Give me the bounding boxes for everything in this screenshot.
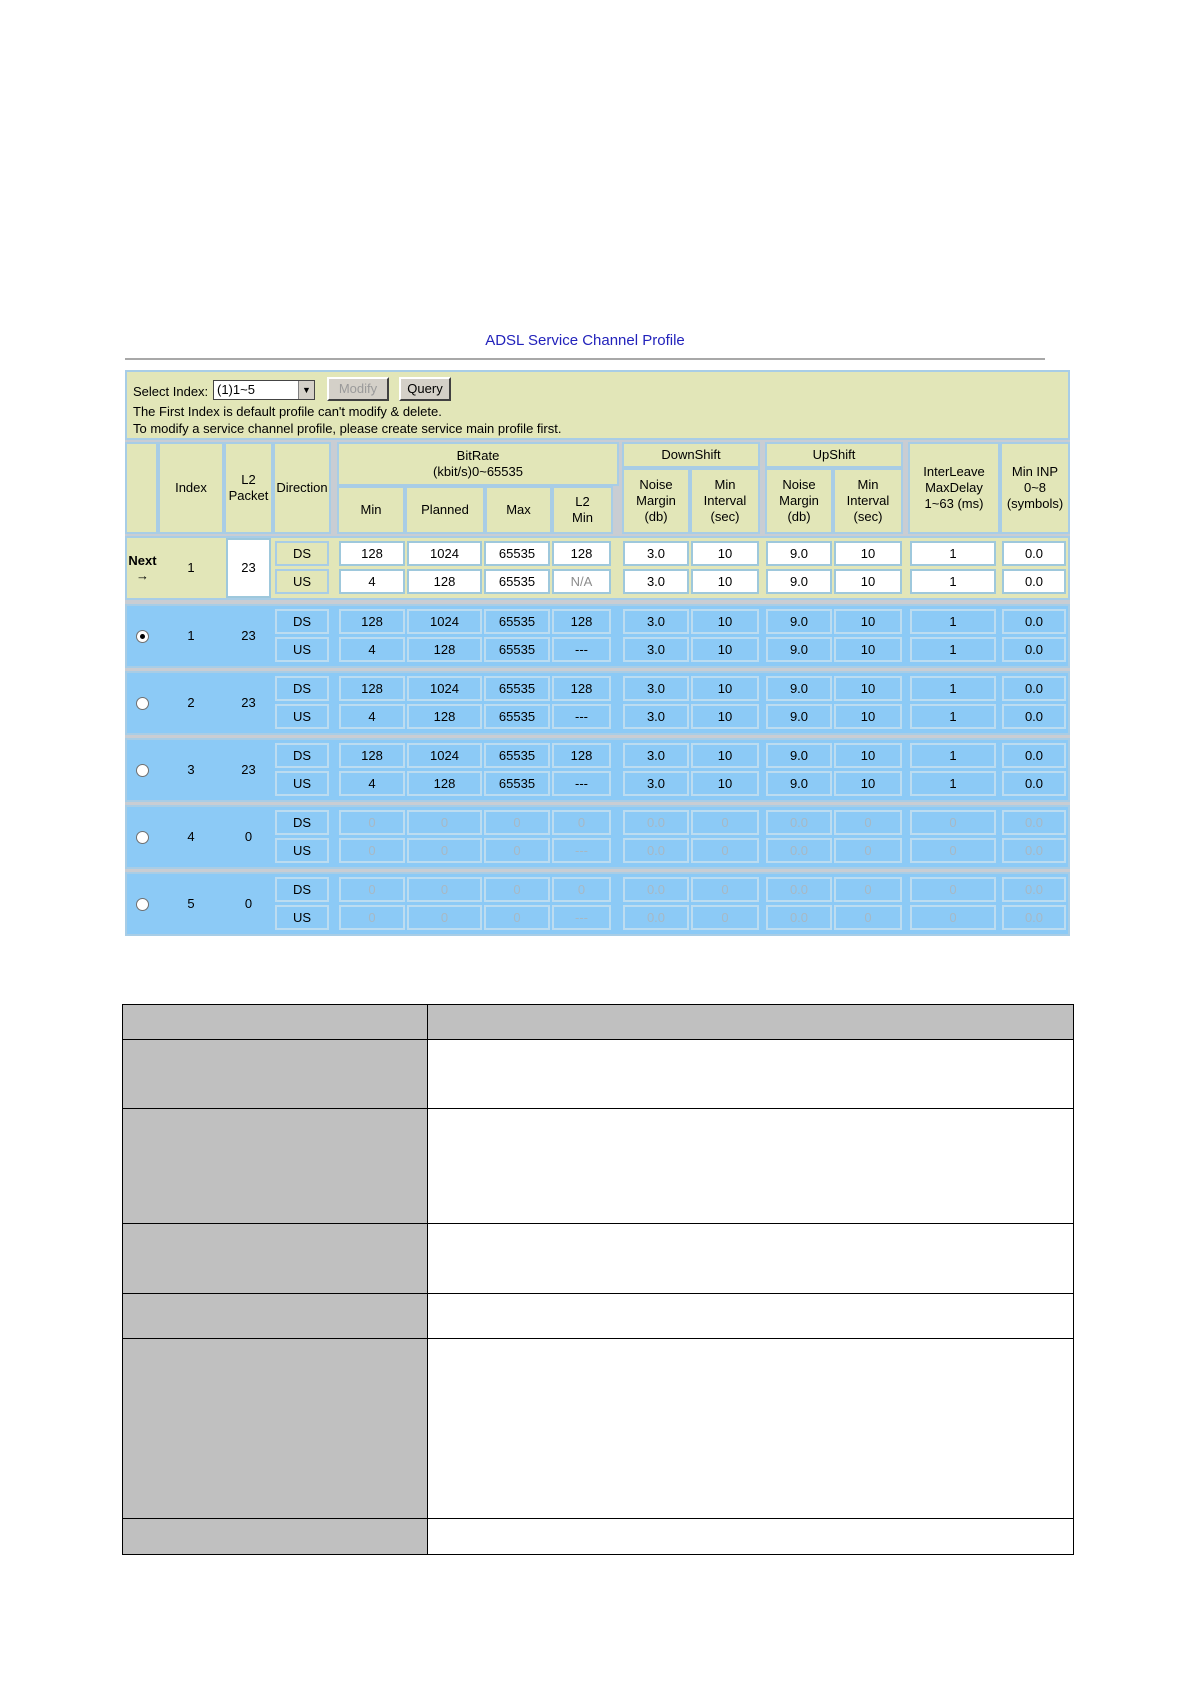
next-row-us-min[interactable]: 4 [339, 569, 405, 594]
next-row-ds-downshift-noise-margin[interactable]: 3.0 [623, 541, 689, 566]
row-select-cell[interactable] [127, 740, 158, 800]
row-us-min-inp: 0.0 [1002, 771, 1066, 796]
row-l2-packet: 23 [226, 740, 271, 800]
row-ds-max: 65535 [484, 743, 550, 768]
modify-button[interactable]: Modify [327, 377, 389, 401]
row-ds-min: 128 [339, 743, 405, 768]
row-ds-upshift-noise-margin: 9.0 [766, 609, 832, 634]
row-ds-downshift-noise-margin: 0.0 [623, 810, 689, 835]
row-us-upshift-noise-margin: 9.0 [766, 637, 832, 662]
row-select-radio[interactable] [136, 697, 149, 710]
next-row-ds-max[interactable]: 65535 [484, 541, 550, 566]
description-row-label [122, 1223, 428, 1294]
next-row-ds-upshift-min-interval[interactable]: 10 [834, 541, 902, 566]
next-row-ds-direction: DS [275, 541, 329, 566]
row-l2-packet: 0 [226, 807, 271, 867]
row-us-upshift-min-interval: 0 [834, 838, 902, 863]
next-row-ds-l2-min[interactable]: 128 [552, 541, 611, 566]
row-us-l2-min: --- [552, 637, 611, 662]
row-us-interleave-delay: 0 [910, 838, 996, 863]
row-ds-downshift-noise-margin: 0.0 [623, 877, 689, 902]
row-ds-planned: 0 [407, 810, 482, 835]
row-us-min: 4 [339, 637, 405, 662]
row-l2-packet: 0 [226, 874, 271, 934]
next-row-us-interleave-delay[interactable]: 1 [910, 569, 996, 594]
row-ds-max: 65535 [484, 609, 550, 634]
row-ds-min: 0 [339, 810, 405, 835]
row-us-min-inp: 0.0 [1002, 838, 1066, 863]
create-profile-note: To modify a service channel profile, please create service main profile first. [133, 421, 562, 436]
row-ds-planned: 1024 [407, 676, 482, 701]
next-row-ds-min-inp[interactable]: 0.0 [1002, 541, 1066, 566]
row-select-cell[interactable] [127, 606, 158, 666]
row-us-downshift-min-interval: 0 [691, 838, 759, 863]
row-select-cell[interactable] [127, 673, 158, 733]
next-row-ds-interleave-delay[interactable]: 1 [910, 541, 996, 566]
row-ds-upshift-min-interval: 10 [834, 676, 902, 701]
header-interleave: InterLeave MaxDelay 1~63 (ms) [908, 442, 1000, 534]
row-us-upshift-noise-margin: 0.0 [766, 838, 832, 863]
row-index: 3 [160, 740, 222, 800]
row-ds-interleave-delay: 1 [910, 676, 996, 701]
header-bitrate-planned: Planned [405, 486, 485, 534]
next-row-ds-downshift-min-interval[interactable]: 10 [691, 541, 759, 566]
row-us-l2-min: --- [552, 838, 611, 863]
header-select [125, 442, 158, 534]
row-l2-packet: 23 [226, 606, 271, 666]
row-us-planned: 128 [407, 704, 482, 729]
next-row-us-downshift-min-interval[interactable]: 10 [691, 569, 759, 594]
row-ds-upshift-noise-margin: 9.0 [766, 743, 832, 768]
row-ds-upshift-min-interval: 0 [834, 877, 902, 902]
row-us-downshift-min-interval: 0 [691, 905, 759, 930]
description-row-text [427, 1338, 1074, 1519]
row-ds-downshift-min-interval: 0 [691, 877, 759, 902]
row-us-downshift-noise-margin: 3.0 [623, 771, 689, 796]
row-ds-min-inp: 0.0 [1002, 810, 1066, 835]
row-us-l2-min: --- [552, 704, 611, 729]
row-ds-direction: DS [275, 609, 329, 634]
row-us-downshift-min-interval: 10 [691, 637, 759, 662]
row-ds-upshift-noise-margin: 9.0 [766, 676, 832, 701]
row-ds-max: 65535 [484, 676, 550, 701]
row-ds-min-inp: 0.0 [1002, 676, 1066, 701]
description-row-label [122, 1039, 428, 1109]
header-l2-packet: L2 Packet [224, 442, 273, 534]
description-row-label [122, 1518, 428, 1555]
next-row-us-upshift-min-interval[interactable]: 10 [834, 569, 902, 594]
row-us-downshift-noise-margin: 0.0 [623, 838, 689, 863]
header-direction: Direction [273, 442, 331, 534]
row-us-upshift-noise-margin: 0.0 [766, 905, 832, 930]
description-header-right [427, 1004, 1074, 1040]
select-index-dropdown[interactable] [213, 380, 315, 400]
row-ds-direction: DS [275, 676, 329, 701]
row-us-l2-min: --- [552, 771, 611, 796]
row-us-interleave-delay: 1 [910, 637, 996, 662]
row-us-min: 4 [339, 704, 405, 729]
description-row-text [427, 1293, 1074, 1339]
header-min-inp: Min INP 0~8 (symbols) [1000, 442, 1070, 534]
next-row-l2-packet-input[interactable]: 23 [226, 538, 271, 598]
row-ds-planned: 0 [407, 877, 482, 902]
description-row-label [122, 1293, 428, 1339]
row-ds-min-inp: 0.0 [1002, 743, 1066, 768]
row-select-cell[interactable] [127, 807, 158, 867]
row-us-direction: US [275, 905, 329, 930]
row-us-direction: US [275, 838, 329, 863]
row-index: 2 [160, 673, 222, 733]
row-us-planned: 0 [407, 905, 482, 930]
next-row-ds-planned[interactable]: 1024 [407, 541, 482, 566]
row-us-direction: US [275, 704, 329, 729]
row-ds-planned: 1024 [407, 609, 482, 634]
row-ds-min-inp: 0.0 [1002, 877, 1066, 902]
next-row-index: 1 [160, 538, 222, 598]
select-index-label: Select Index: [133, 384, 209, 399]
row-ds-direction: DS [275, 810, 329, 835]
header-bitrate: BitRate (kbit/s)0~65535 [337, 442, 619, 486]
select-index-value: (1)1~5 [217, 382, 255, 397]
row-ds-downshift-min-interval: 0 [691, 810, 759, 835]
next-row-ds-upshift-noise-margin[interactable]: 9.0 [766, 541, 832, 566]
next-label: Next [128, 553, 157, 568]
query-button[interactable]: Query [399, 377, 451, 401]
row-ds-min: 0 [339, 877, 405, 902]
row-us-planned: 128 [407, 771, 482, 796]
next-row-us-direction: US [275, 569, 329, 594]
next-row-us-max[interactable]: 65535 [484, 569, 550, 594]
row-us-upshift-noise-margin: 9.0 [766, 771, 832, 796]
row-ds-l2-min: 128 [552, 743, 611, 768]
row-ds-max: 0 [484, 810, 550, 835]
description-row-text [427, 1518, 1074, 1555]
row-ds-l2-min: 0 [552, 877, 611, 902]
next-row-ds-min[interactable]: 128 [339, 541, 405, 566]
row-us-upshift-min-interval: 0 [834, 905, 902, 930]
row-us-planned: 0 [407, 838, 482, 863]
description-header-left [122, 1004, 428, 1040]
row-ds-downshift-min-interval: 10 [691, 676, 759, 701]
row-us-min: 0 [339, 838, 405, 863]
header-upshift: UpShift [765, 442, 903, 468]
chevron-down-icon[interactable]: ▼ [298, 381, 314, 399]
row-select-radio[interactable] [136, 831, 149, 844]
description-row-text [427, 1223, 1074, 1294]
next-row-us-min-inp[interactable]: 0.0 [1002, 569, 1066, 594]
row-ds-upshift-noise-margin: 0.0 [766, 810, 832, 835]
header-downshift-noise-margin: Noise Margin (db) [622, 468, 690, 534]
row-index: 1 [160, 606, 222, 666]
row-ds-interleave-delay: 0 [910, 877, 996, 902]
row-us-max: 65535 [484, 704, 550, 729]
next-row-us-planned[interactable]: 128 [407, 569, 482, 594]
row-us-upshift-noise-margin: 9.0 [766, 704, 832, 729]
row-ds-interleave-delay: 1 [910, 743, 996, 768]
row-ds-min: 128 [339, 676, 405, 701]
header-bitrate-l2-min: L2 Min [552, 486, 613, 534]
row-ds-l2-min: 128 [552, 609, 611, 634]
header-upshift-noise-margin: Noise Margin (db) [765, 468, 833, 534]
row-us-min-inp: 0.0 [1002, 637, 1066, 662]
row-us-max: 65535 [484, 637, 550, 662]
description-row-label [122, 1338, 428, 1519]
row-us-direction: US [275, 637, 329, 662]
row-us-min-inp: 0.0 [1002, 704, 1066, 729]
header-bitrate-min: Min [337, 486, 405, 534]
row-us-max: 0 [484, 905, 550, 930]
row-index: 5 [160, 874, 222, 934]
description-row-label [122, 1108, 428, 1224]
row-us-interleave-delay: 1 [910, 771, 996, 796]
arrow-right-icon: → [136, 568, 149, 583]
row-ds-direction: DS [275, 743, 329, 768]
row-ds-downshift-min-interval: 10 [691, 743, 759, 768]
row-us-upshift-min-interval: 10 [834, 637, 902, 662]
row-ds-downshift-noise-margin: 3.0 [623, 743, 689, 768]
row-us-planned: 128 [407, 637, 482, 662]
row-ds-upshift-noise-margin: 0.0 [766, 877, 832, 902]
row-us-downshift-noise-margin: 0.0 [623, 905, 689, 930]
row-us-direction: US [275, 771, 329, 796]
next-row-us-downshift-noise-margin[interactable]: 3.0 [623, 569, 689, 594]
row-ds-min: 128 [339, 609, 405, 634]
row-ds-l2-min: 128 [552, 676, 611, 701]
row-select-radio[interactable] [136, 898, 149, 911]
row-us-max: 65535 [484, 771, 550, 796]
row-us-upshift-min-interval: 10 [834, 704, 902, 729]
row-ds-interleave-delay: 1 [910, 609, 996, 634]
row-us-downshift-min-interval: 10 [691, 704, 759, 729]
default-profile-note: The First Index is default profile can't modify & delete. [133, 404, 442, 419]
row-ds-interleave-delay: 0 [910, 810, 996, 835]
toolbar [125, 370, 1070, 440]
header-downshift: DownShift [622, 442, 760, 468]
row-us-upshift-min-interval: 10 [834, 771, 902, 796]
row-l2-packet: 23 [226, 673, 271, 733]
row-index: 4 [160, 807, 222, 867]
row-ds-direction: DS [275, 877, 329, 902]
row-ds-max: 0 [484, 877, 550, 902]
row-us-interleave-delay: 1 [910, 704, 996, 729]
row-us-max: 0 [484, 838, 550, 863]
row-us-l2-min: --- [552, 905, 611, 930]
row-select-cell[interactable] [127, 874, 158, 934]
row-ds-min-inp: 0.0 [1002, 609, 1066, 634]
header-bitrate-max: Max [485, 486, 552, 534]
row-ds-downshift-min-interval: 10 [691, 609, 759, 634]
description-row-text [427, 1108, 1074, 1224]
row-ds-upshift-min-interval: 10 [834, 609, 902, 634]
row-select-radio[interactable] [136, 764, 149, 777]
next-row-us-upshift-noise-margin[interactable]: 9.0 [766, 569, 832, 594]
row-ds-l2-min: 0 [552, 810, 611, 835]
row-us-downshift-min-interval: 10 [691, 771, 759, 796]
row-select-radio[interactable] [136, 630, 149, 643]
title-divider [125, 358, 1045, 360]
header-index: Index [158, 442, 224, 534]
row-ds-planned: 1024 [407, 743, 482, 768]
header-upshift-min-interval: Min Interval (sec) [833, 468, 903, 534]
row-us-min: 4 [339, 771, 405, 796]
profile-panel [125, 370, 1070, 936]
radio-selected-dot [140, 634, 145, 639]
header-downshift-min-interval: Min Interval (sec) [690, 468, 760, 534]
next-row-us-l2-min: N/A [552, 569, 611, 594]
page-title: ADSL Service Channel Profile [485, 332, 685, 349]
row-us-downshift-noise-margin: 3.0 [623, 704, 689, 729]
next-indicator [127, 538, 158, 598]
description-row-text [427, 1039, 1074, 1109]
row-us-min-inp: 0.0 [1002, 905, 1066, 930]
row-us-min: 0 [339, 905, 405, 930]
row-us-interleave-delay: 0 [910, 905, 996, 930]
row-ds-upshift-min-interval: 10 [834, 743, 902, 768]
row-us-downshift-noise-margin: 3.0 [623, 637, 689, 662]
row-ds-upshift-min-interval: 0 [834, 810, 902, 835]
row-ds-downshift-noise-margin: 3.0 [623, 609, 689, 634]
row-ds-downshift-noise-margin: 3.0 [623, 676, 689, 701]
